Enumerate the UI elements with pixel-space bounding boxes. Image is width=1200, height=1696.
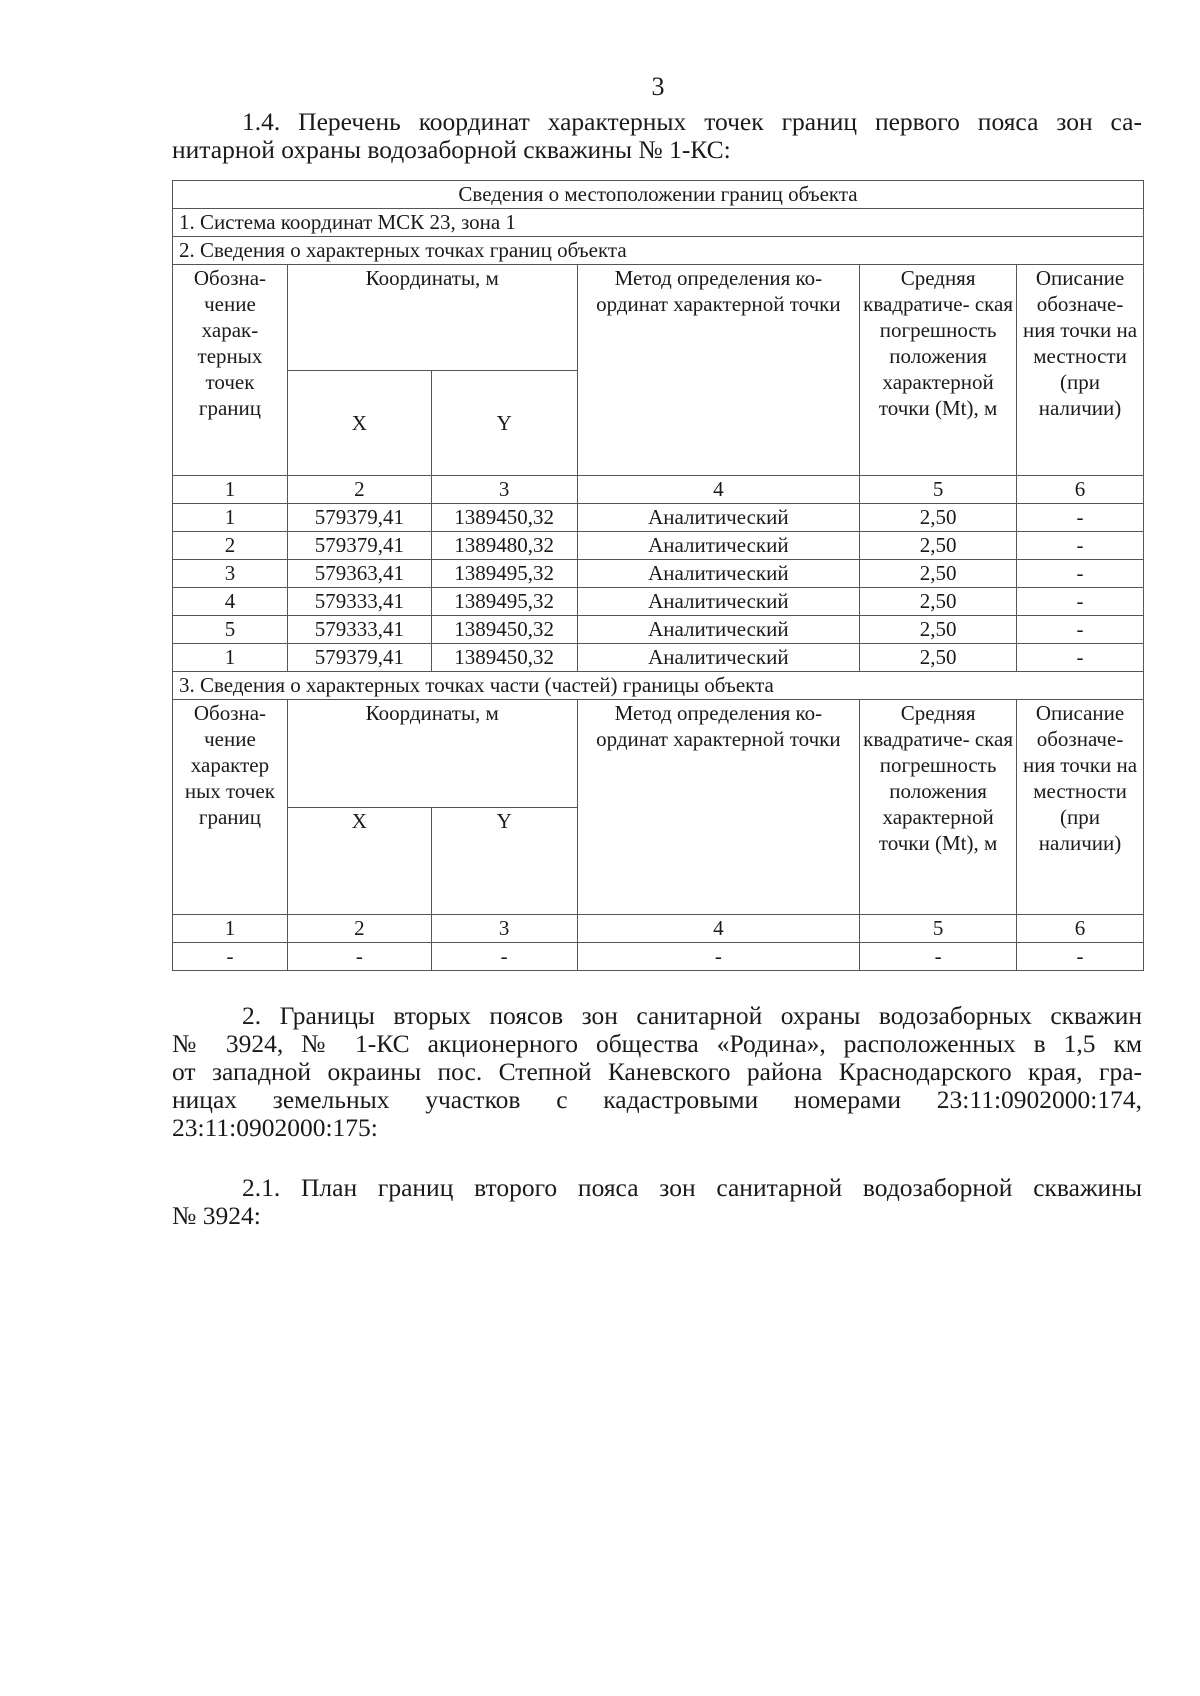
point-number: 4 (173, 588, 288, 616)
empty-cell: - (860, 943, 1017, 971)
section-2-1-paragraph (172, 1174, 1142, 1230)
coord-x: 579333,41 (287, 616, 431, 644)
table-row (173, 616, 1144, 644)
table-row (173, 588, 1144, 616)
description: - (1017, 560, 1144, 588)
description: - (1017, 588, 1144, 616)
section-1-4-paragraph (172, 108, 1142, 164)
header-method-part: Метод определения ко- ординат характерной точки (577, 700, 860, 915)
coord-x: 579379,41 (287, 532, 431, 560)
section-1-4-line-2: нитарной охраны водозаборной скважины № 1-КС: (172, 135, 731, 164)
coord-x: 579379,41 (287, 644, 431, 672)
header-error-part: Средняя квадратиче- ская погрешность положения характерной точки (Mt), м (860, 700, 1017, 915)
section-2-line-3: от западной окраины пос. Степной Каневского района Краснодарского края, гра- (172, 1057, 1142, 1086)
section-2-paragraph (172, 1002, 1142, 1142)
point-number: 1 (173, 644, 288, 672)
col-number: 2 (287, 915, 431, 943)
point-number: 5 (173, 616, 288, 644)
method: Аналитический (577, 560, 860, 588)
col-number: 4 (577, 476, 860, 504)
section-2-title: 2. Сведения о характерных точках границ объекта (173, 237, 1144, 265)
mt-error: 2,50 (860, 644, 1017, 672)
header-error: Средняя квадратиче- ская погрешность положения характерной точки (Mt), м (860, 265, 1017, 476)
header-designation-part: Обозна- чение характер ных точек границ (173, 700, 288, 915)
point-number: 1 (173, 504, 288, 532)
col-number: 6 (1017, 476, 1144, 504)
section-1-4-line-1: 1.4. Перечень координат характерных точек границ первого пояса зон са- (242, 107, 1142, 136)
method: Аналитический (577, 504, 860, 532)
col-number: 2 (287, 476, 431, 504)
header-coordinates: Координаты, м (287, 265, 577, 371)
empty-cell: - (1017, 943, 1144, 971)
coord-x: 579363,41 (287, 560, 431, 588)
coord-y: 1389495,32 (431, 560, 577, 588)
method: Аналитический (577, 616, 860, 644)
coord-y: 1389495,32 (431, 588, 577, 616)
col-number: 1 (173, 476, 288, 504)
mt-error: 2,50 (860, 616, 1017, 644)
coord-y: 1389450,32 (431, 616, 577, 644)
table-row-part (173, 943, 1144, 971)
section-2-line-2: № 3924, № 1-КС акционерного общества «Родина», расположенных в 1,5 км (172, 1029, 1142, 1058)
column-numbers-row-part (173, 915, 1144, 943)
column-numbers-row (173, 476, 1144, 504)
point-number: 3 (173, 560, 288, 588)
col-number: 3 (431, 476, 577, 504)
col-number: 5 (860, 915, 1017, 943)
description: - (1017, 616, 1144, 644)
method: Аналитический (577, 532, 860, 560)
description: - (1017, 504, 1144, 532)
section-3-title: 3. Сведения о характерных точках части (частей) границы объекта (173, 672, 1144, 700)
table-row (173, 504, 1144, 532)
coord-x: 579379,41 (287, 504, 431, 532)
table-row (173, 560, 1144, 588)
header-x: X (287, 370, 431, 476)
section-2-line-5: 23:11:0902000:175: (172, 1113, 378, 1142)
page-number: 3 (651, 72, 665, 101)
coord-y: 1389450,32 (431, 644, 577, 672)
empty-cell: - (431, 943, 577, 971)
coord-y: 1389450,32 (431, 504, 577, 532)
header-designation: Обозна- чение харак- терных точек границ (173, 265, 288, 476)
table-row (173, 532, 1144, 560)
header-description: Описание обозначе- ния точки на местности (при наличии) (1017, 265, 1144, 476)
empty-cell: - (577, 943, 860, 971)
description: - (1017, 644, 1144, 672)
coord-x: 579333,41 (287, 588, 431, 616)
header-description-part: Описание обозначе- ния точки на местности (при наличии) (1017, 700, 1144, 915)
col-number: 1 (173, 915, 288, 943)
coordinates-table (172, 180, 1144, 971)
method: Аналитический (577, 588, 860, 616)
point-number: 2 (173, 532, 288, 560)
header-method: Метод определения ко- ординат характерной точки (577, 265, 860, 476)
coord-y: 1389480,32 (431, 532, 577, 560)
col-number: 6 (1017, 915, 1144, 943)
header-coordinates-part: Координаты, м (287, 700, 577, 808)
empty-cell: - (287, 943, 431, 971)
section-2-line-4: ницах земельных участков с кадастровыми номерами 23:11:0902000:174, (172, 1085, 1142, 1114)
table-row (173, 644, 1144, 672)
empty-cell: - (173, 943, 288, 971)
header-x-part: X (287, 807, 431, 915)
section-2-line-1: 2. Границы вторых поясов зон санитарной охраны водозаборных скважин (242, 1001, 1142, 1030)
col-number: 4 (577, 915, 860, 943)
header-y: Y (431, 370, 577, 476)
col-number: 3 (431, 915, 577, 943)
mt-error: 2,50 (860, 504, 1017, 532)
mt-error: 2,50 (860, 560, 1017, 588)
description: - (1017, 532, 1144, 560)
method: Аналитический (577, 644, 860, 672)
mt-error: 2,50 (860, 588, 1017, 616)
mt-error: 2,50 (860, 532, 1017, 560)
coordinate-system: 1. Система координат МСК 23, зона 1 (173, 209, 1144, 237)
section-2-1-line-1: 2.1. План границ второго пояса зон санитарной водозаборной скважины (242, 1173, 1142, 1202)
header-y-part: Y (431, 807, 577, 915)
section-2-1-line-2: № 3924: (172, 1201, 261, 1230)
table-title: Сведения о местоположении границ объекта (173, 181, 1144, 209)
col-number: 5 (860, 476, 1017, 504)
